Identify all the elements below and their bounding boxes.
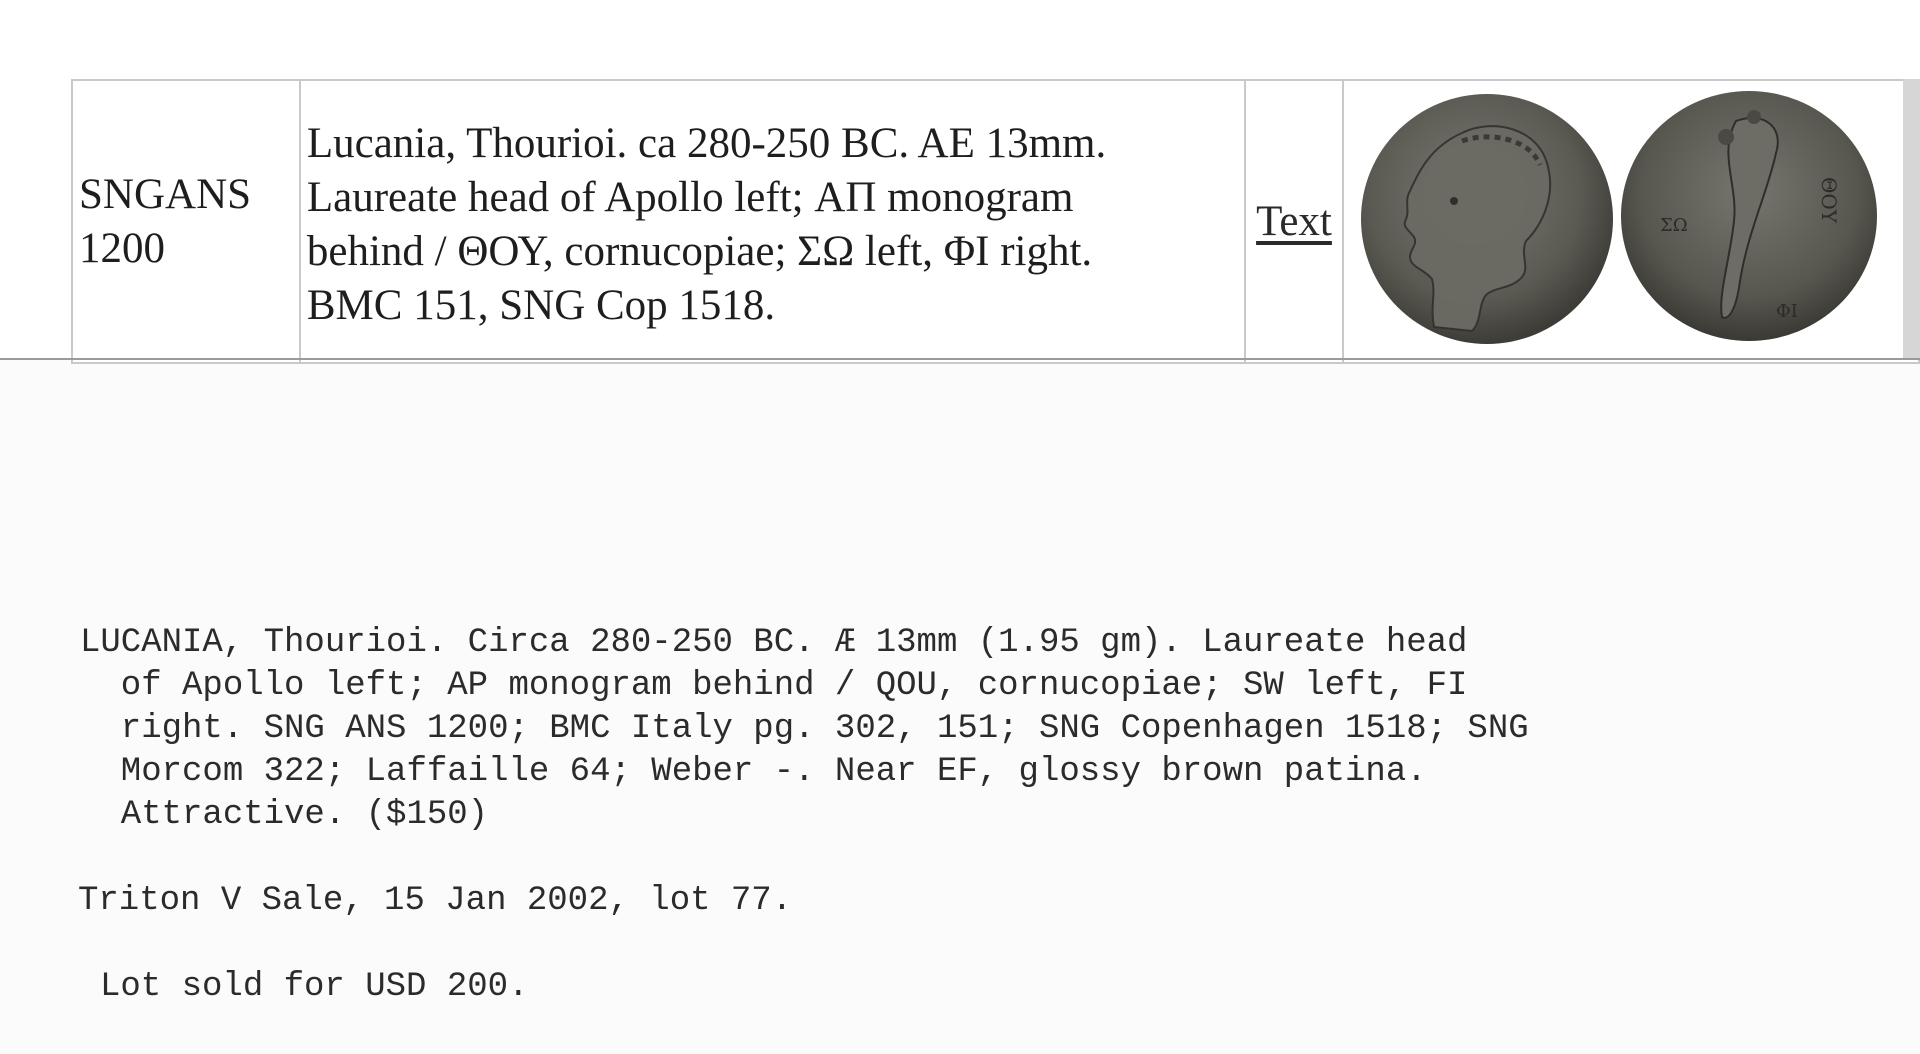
svg-text:ΦΙ: ΦΙ [1776, 301, 1799, 322]
coin-photo [1344, 81, 1919, 356]
table-row [72, 80, 1919, 363]
reference-line: SNGANS [79, 170, 252, 218]
listing-line: Morcom 322; Laffaille 64; Weber -. Near EF, glossy brown patina. [80, 753, 1427, 791]
text-link[interactable]: Text [1256, 198, 1332, 245]
scan-edge [1903, 79, 1920, 360]
svg-text:ΘΟΥ: ΘΟΥ [1817, 177, 1842, 223]
sale-listing-text [80, 622, 1529, 837]
listing-line: LUCANIA, Thourioi. Circa 280-250 BC. Æ 13mm (1.95 gm). Laureate head [80, 624, 1468, 662]
description-cell [300, 80, 1245, 363]
coin-image-cell [1343, 80, 1919, 363]
description-line: behind / ΘΟΥ, cornucopiae; ΣΩ left, ΦΙ right. [306, 227, 1093, 275]
divider [0, 358, 1920, 360]
link-cell [1245, 80, 1344, 363]
reverse-coin [1621, 91, 1877, 341]
obverse-coin [1361, 94, 1613, 344]
listing-line: Attractive. ($150) [80, 796, 489, 834]
provenance-text: Triton V Sale, 15 Jan 2002, lot 77. [78, 882, 793, 920]
description-line: BMC 151, SNG Cop 1518. [306, 281, 776, 329]
listing-line: right. SNG ANS 1200; BMC Italy pg. 302, 151; SNG Copenhagen 1518; SNG [80, 710, 1529, 748]
reference-cell [72, 80, 300, 363]
catalog-entry-table [71, 79, 1920, 364]
listing-line: of Apollo left; AP monogram behind / QOU, cornucopiae; SW left, FI [80, 667, 1468, 705]
reference-number: 1200 [79, 224, 165, 272]
description-line: Laureate head of Apollo left; ΑΠ monogram [306, 173, 1074, 221]
sold-price-text: Lot sold for USD 200. [100, 968, 529, 1006]
svg-text:ΣΩ: ΣΩ [1660, 215, 1689, 236]
description-line: Lucania, Thourioi. ca 280-250 BC. AE 13mm. [306, 119, 1107, 167]
